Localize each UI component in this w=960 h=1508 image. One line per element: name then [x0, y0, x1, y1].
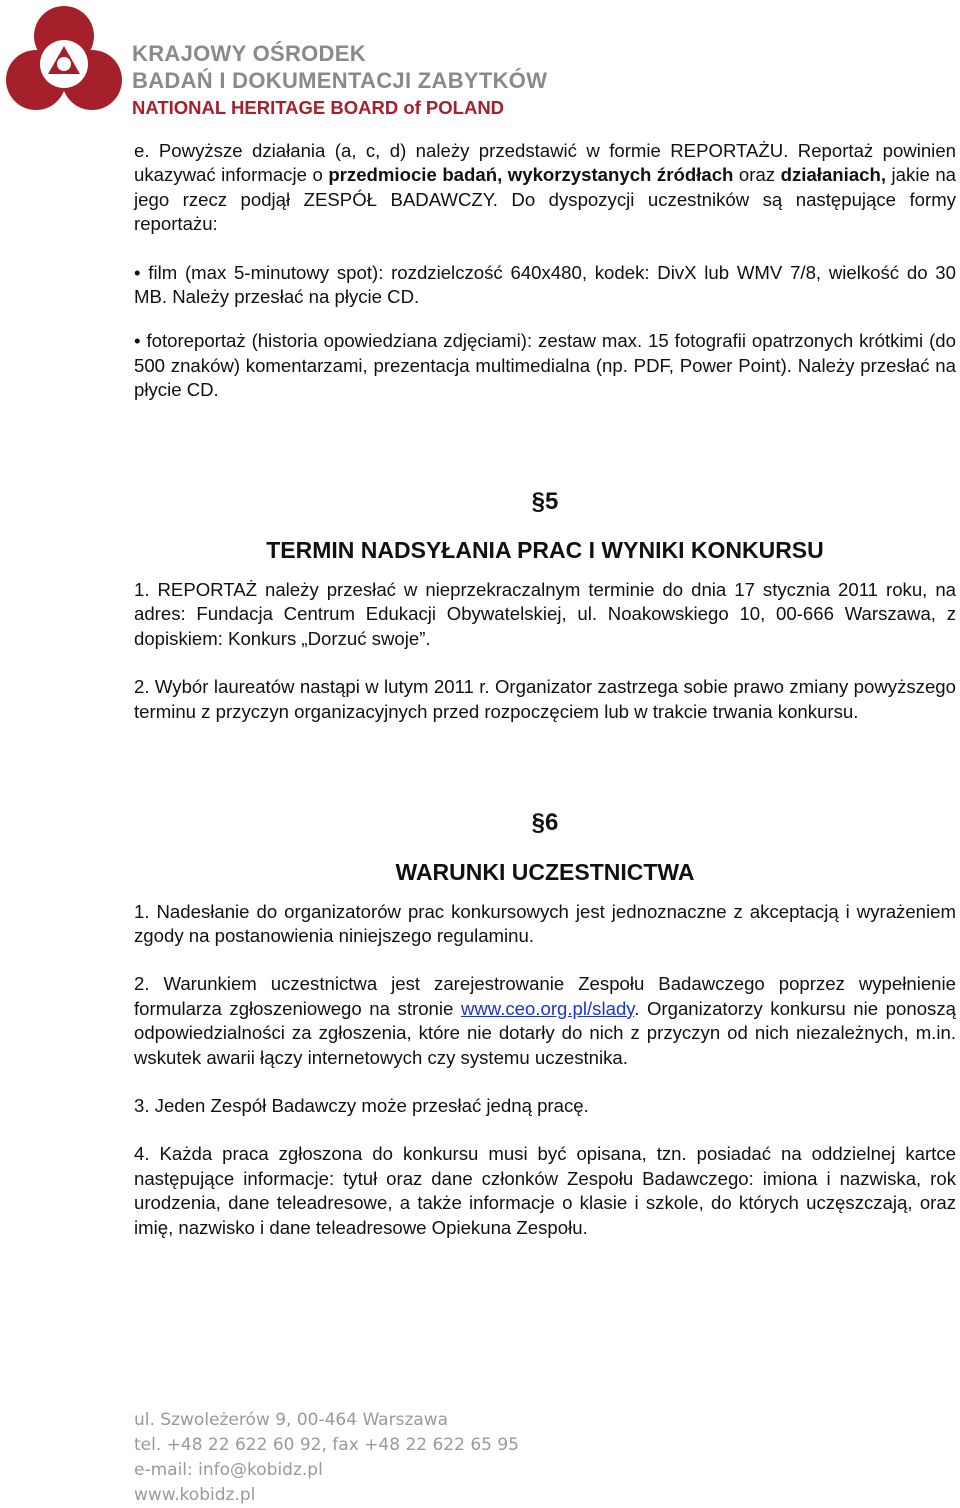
section-5-paragraph-1: 1. REPORTAŻ należy przesłać w nieprzekraczalnym terminie do dnia 17 stycznia 2011 roku, na adres: Fundacja Centrum Edukacji Obywatelskiej, ul. Noakowskiego 10, 00-666 Warszawa, z dopiskiem: Konkurs „Dorzuć swoje”.	[134, 579, 956, 649]
footer-website: www.kobidz.pl	[134, 1485, 256, 1505]
section-6-paragraph-2-text-2: . Organizatorzy konkursu nie ponoszą odpowiedzialności za zgłoszenia, które nie dotarły do nich z przyczyn od nich niezależnych, m.in. wskutek awarii łączy internetowych czy systemu uczestnika.	[134, 997, 956, 1068]
bullet-photo: • fotoreportaż (historia opowiedziana zdjęciami): zestaw max. 15 fotografii opatrzonych krótkimi (do 500 znaków) komentarzami, prezentacja multimedialna (np. PDF, Power Point). Należy przesłać na płycie CD.	[134, 329, 956, 402]
section-6-paragraph-2	[134, 972, 956, 1070]
paragraph-e	[134, 139, 956, 237]
footer-email: e-mail: info@kobidz.pl	[134, 1460, 323, 1480]
registration-link[interactable]: www.ceo.org.pl/slady	[460, 997, 635, 1019]
section-5-title: TERMIN NADSYŁANIA PRAC I WYNIKI KONKURSU	[266, 537, 824, 564]
logo-line-2: BADAŃ I DOKUMENTACJI ZABYTKÓW	[132, 68, 548, 93]
paragraph-e-bold-1: przedmiocie badań, wykorzystanych źródłach	[328, 164, 734, 186]
section-5-number: §5	[531, 487, 559, 515]
paragraph-e-text-3: jakie na jego rzecz podjął ZESPÓŁ BADAWCZY. Do dyspozycji uczestników są następujące formy reportażu:	[134, 164, 956, 235]
logo-wordmark	[132, 40, 547, 121]
paragraph-e-text-2: oraz	[733, 164, 781, 186]
heritage-board-emblem-icon	[4, 2, 124, 114]
logo-line-3: NATIONAL HERITAGE BOARD of POLAND	[132, 97, 505, 118]
bullet-film: • film (max 5-minutowy spot): rozdzielczość 640x480, kodek: DivX lub WMV 7/8, wielkość do 30 MB. Należy przesłać na płycie CD.	[134, 261, 956, 310]
section-6-title: WARUNKI UCZESTNICTWA	[395, 858, 695, 885]
document-body	[134, 139, 956, 1240]
paragraph-e-bold-2: działaniach,	[780, 164, 887, 186]
paragraph-e-text-1: e. Powyższe działania (a, c, d) należy przedstawić w formie REPORTAŻU. Reportaż powinien ukazywać informacje o	[134, 140, 956, 186]
section-6-number: §6	[531, 809, 559, 837]
section-6-paragraph-2-text-1: 2. Warunkiem uczestnictwa jest zarejestrowanie Zespołu Badawczego poprzez wypełnienie formularza zgłoszeniowego na stronie	[134, 973, 956, 1019]
section-6-paragraph-1: 1. Nadesłanie do organizatorów prac konkursowych jest jednoznaczne z akceptacją i wyrażeniem zgody na postanowienia niniejszego regulaminu.	[134, 900, 956, 946]
footer-phone: tel. +48 22 622 60 92, fax +48 22 622 65 95	[134, 1435, 519, 1455]
section-5-paragraph-2: 2. Wybór laureatów nastąpi w lutym 2011 r. Organizator zastrzega sobie prawo zmiany powyższego terminu z przyczyn organizacyjnych przed rozpoczęciem lub w trakcie trwania konkursu.	[134, 676, 956, 722]
section-6-paragraph-3: 3. Jeden Zespół Badawczy może przesłać jedną pracę.	[134, 1094, 589, 1116]
footer-address: ul. Szwoleżerów 9, 00-464 Warszawa	[134, 1410, 449, 1430]
logo-line-1: KRAJOWY OŚRODEK	[132, 41, 366, 66]
header-logo	[4, 2, 548, 118]
footer-contact	[134, 1408, 519, 1508]
section-6-paragraph-4: 4. Każda praca zgłoszona do konkursu musi być opisana, tzn. posiadać na oddzielnej kartce następujące informacje: tytuł oraz dane członków Zespołu Badawczego: imiona i nazwiska, rok urodzenia, dane teleadresowe, a także informacje o klasie i szkole, do których uczęszczają, oraz imię, nazwisko i dane teleadresowe Opiekuna Zespołu.	[134, 1143, 956, 1238]
